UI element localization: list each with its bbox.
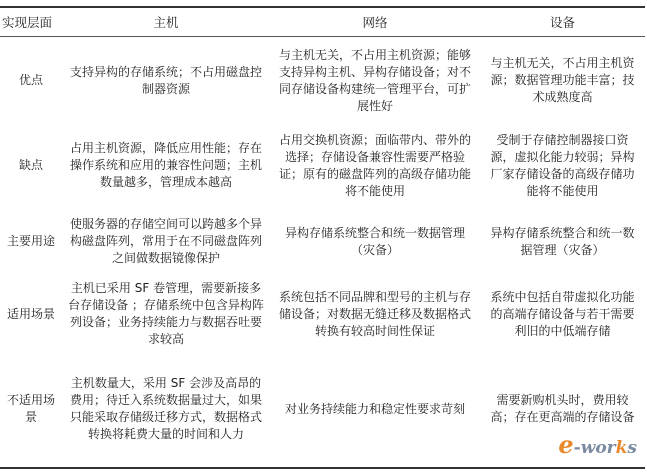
- cell-device: 与主机无关，不占用主机资源；数据管理功能丰富；技术成熟度高: [490, 56, 635, 105]
- cell-device: 受制于存储控制器接口资源，虚拟化能力较弱；异构厂家存储设备的高级存储功能将不能使用: [490, 132, 635, 198]
- row-label: 优点: [18, 73, 43, 88]
- table-row: [0, 37, 645, 125]
- cell-host: 主机已采用 SF 卷管理，需要新接多台存储设备 ；存储系统中包含异构阵列设备；业务持续能力与数据吞吐要求较高: [68, 281, 264, 346]
- cell-host: 占用主机资源，降低应用性能；存在操作系统和应用的兼容性问题；主机数量越多，管理成本越高: [69, 141, 262, 189]
- table-row: [0, 207, 645, 277]
- cell-network: 占用交换机资源；面临带内、带外的选择；存储设备兼容性需要严格验证；原有的磁盘阵列的高级存储功能将不能使用: [278, 132, 471, 198]
- cell-host: 支持异构的存储系统；不占用磁盘控制器资源: [69, 64, 262, 96]
- table-row: [0, 352, 645, 468]
- comparison-table: [0, 6, 645, 469]
- cell-device: 系统中包括自带虚拟化功能的高端存储设备与若干需要利旧的中低端存储: [490, 289, 635, 338]
- header-network: 网络: [270, 7, 480, 37]
- logo-k: k: [615, 438, 628, 458]
- cell-network: 与主机无关，不占用主机资源；能够支持异构主机、异构存储设备；对不同存储设备构建统一管理平台，可扩展性好: [278, 47, 471, 113]
- table-row: [0, 277, 645, 352]
- row-label: 主要用途: [6, 234, 55, 248]
- header-row: [0, 7, 645, 37]
- header-host: 主机: [62, 7, 270, 37]
- row-label: 缺点: [18, 158, 43, 172]
- eworks-watermark-logo: [558, 430, 637, 459]
- cell-host: 使服务器的存储空间可以跨越多个异构磁盘阵列，常用于在不同磁盘阵列之间做数据镜像保护: [69, 217, 262, 265]
- header-device: 设备: [480, 7, 645, 37]
- cell-host: 主机数量大，采用 SF 会涉及高昂的费用；待迁入系统数据量过大，如果只能采取存储级迁移方式，数据格式转换将耗费大量的时间和人力: [69, 376, 262, 441]
- cell-network: 异构存储系统整合和统一数据管理（灾备）: [284, 225, 465, 257]
- header-level: 实现层面: [0, 7, 62, 37]
- cell-device: 异构存储系统整合和统一数据管理（灾备）: [490, 225, 635, 257]
- table-row: [0, 125, 645, 207]
- logo-end: s: [627, 438, 637, 458]
- cell-device: 需要新购机头时，费用较高；存在更高端的存储设备: [490, 393, 635, 424]
- cell-network: 对业务持续能力和稳定性要求苛刻: [284, 401, 465, 416]
- row-label: 不适用场景: [6, 393, 55, 424]
- row-label: 适用场景: [6, 306, 55, 321]
- logo-mid: -wor: [573, 438, 616, 458]
- logo-e: e: [558, 430, 574, 459]
- cell-network: 系统包括不同品牌和型号的主机与存储设备；对数据无缝迁移及数据格式转换有较高时间性保证: [278, 289, 471, 338]
